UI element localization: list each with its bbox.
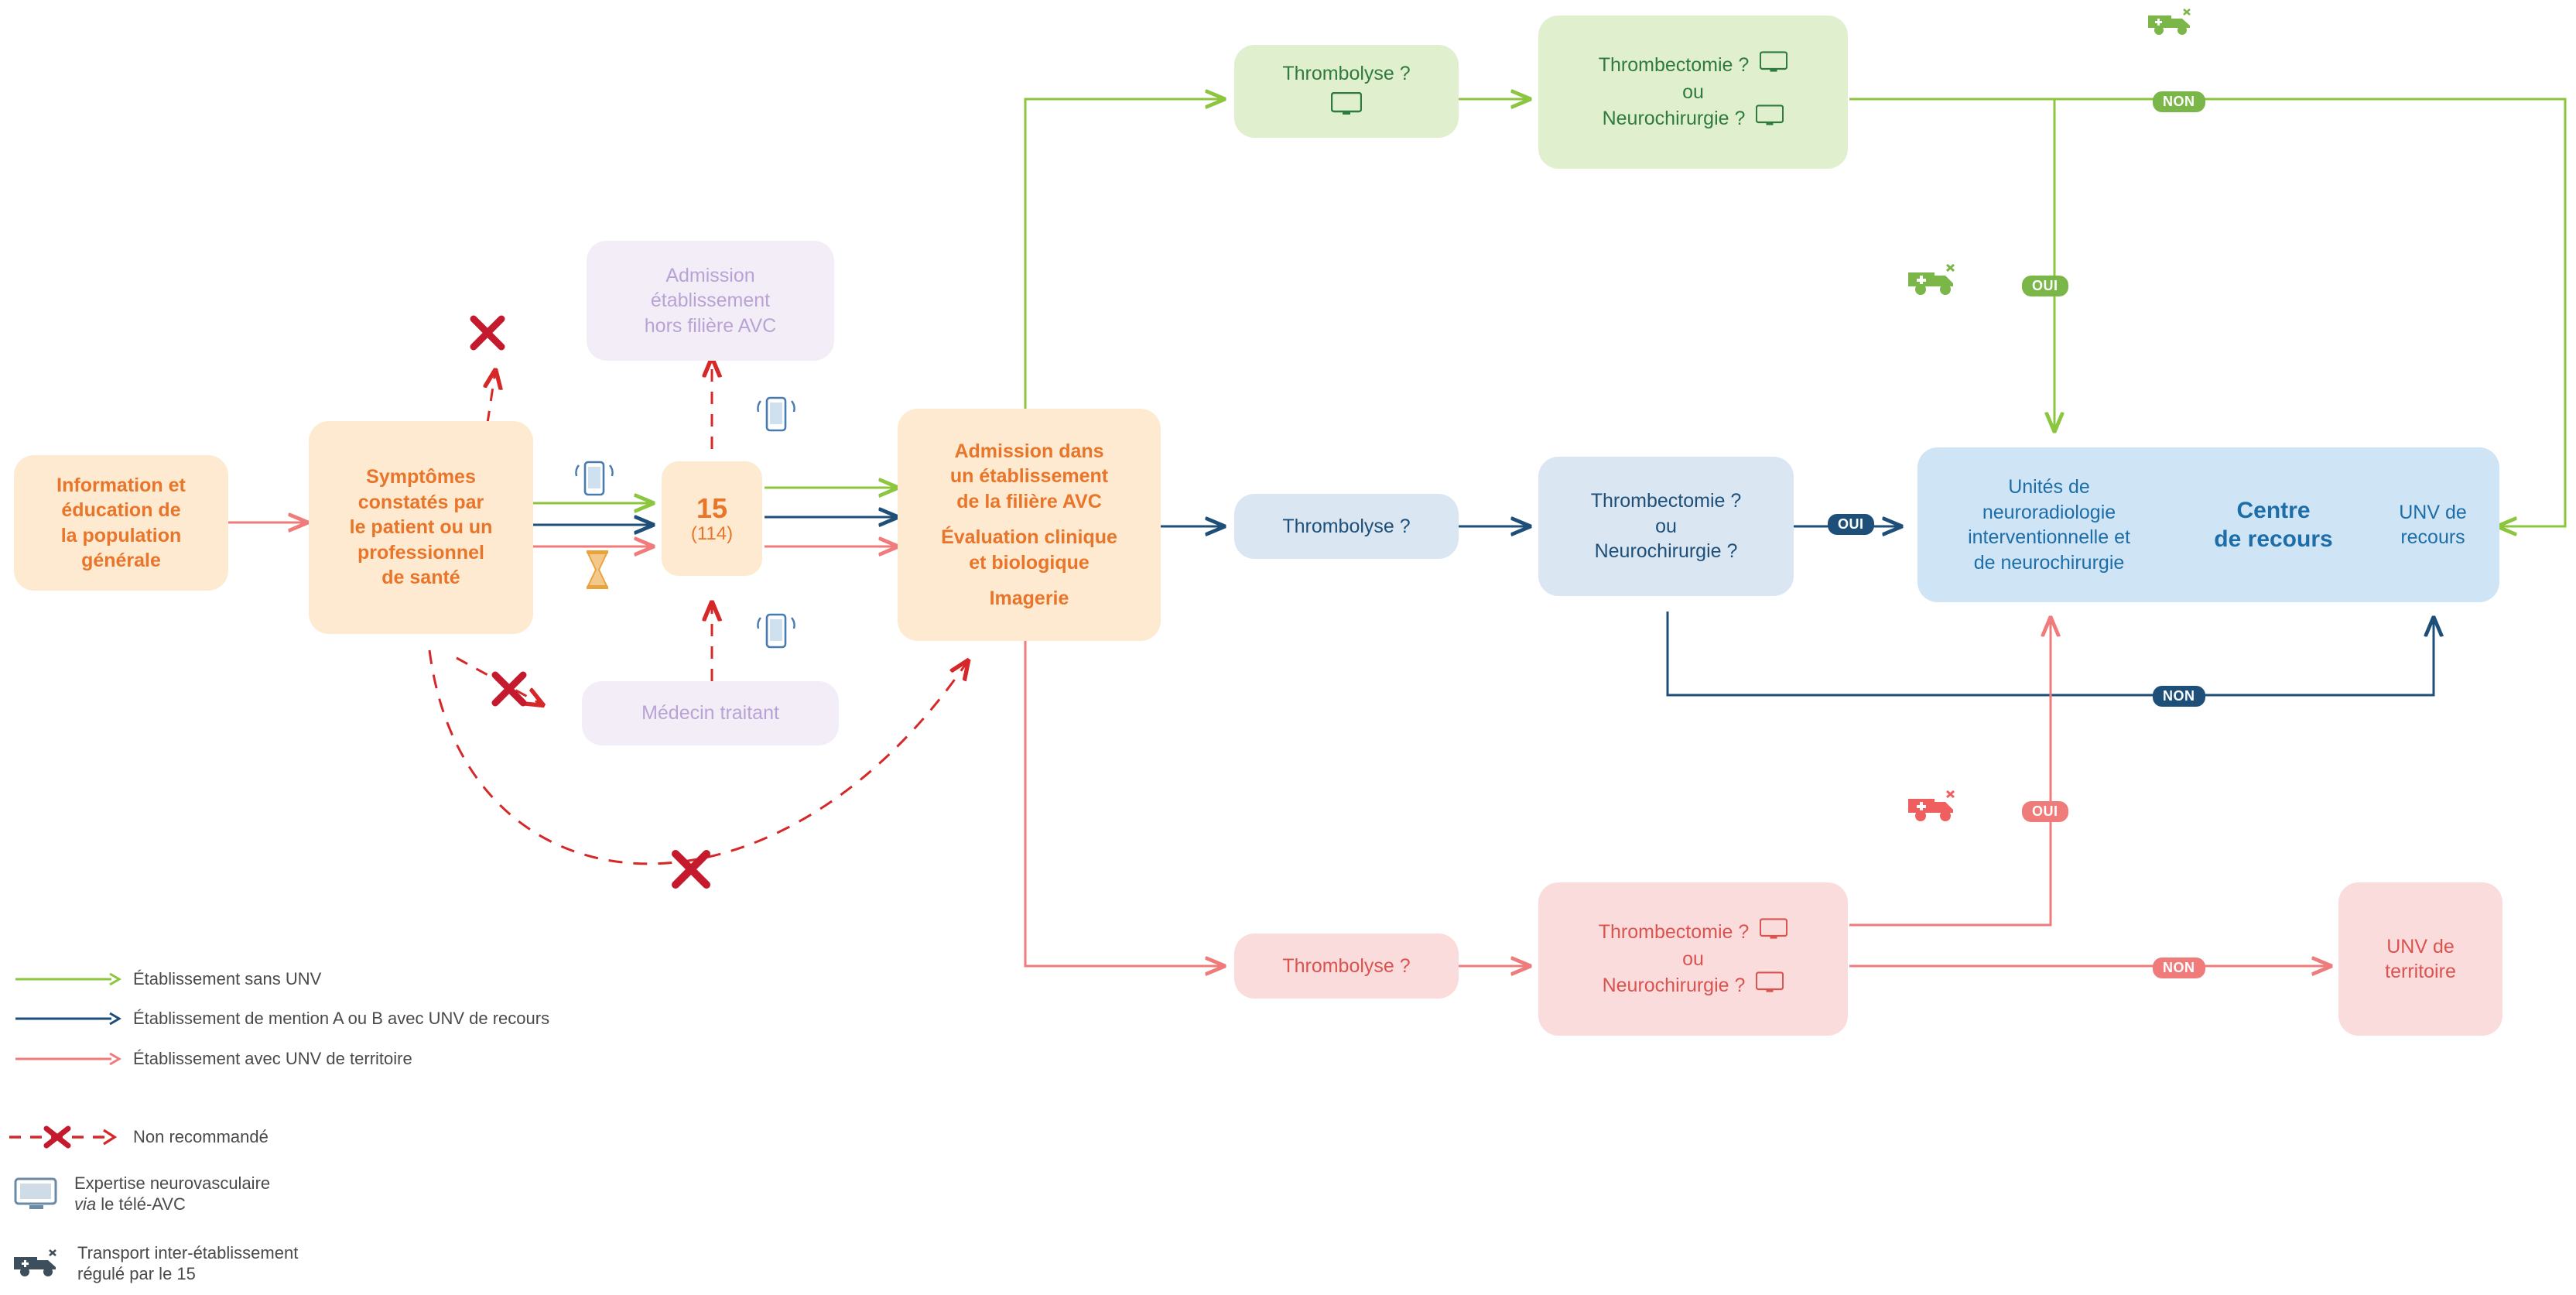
node-unites-neuroradiologie — [1917, 447, 2181, 602]
node-line: recours — [2400, 526, 2465, 548]
monitor-icon — [1756, 971, 1784, 1000]
node-thrombolyse-blue — [1234, 494, 1459, 559]
node-line: de la filière AVC — [956, 490, 1102, 512]
node-line: Neurochirurgie ? — [1602, 108, 1746, 130]
monitor-icon — [1756, 104, 1784, 133]
node-line: territoire — [2385, 961, 2456, 982]
monitor-icon — [1760, 918, 1787, 947]
legend-label: Établissement de mention A ou B avec UNV de recours — [133, 1009, 550, 1028]
node-line: neuroradiologie — [1982, 501, 2116, 523]
node-line: Médecin traitant — [641, 702, 779, 725]
legend-label: Expertise neurovasculaire — [74, 1173, 271, 1193]
legend-row-sans-unv — [14, 969, 321, 990]
node-line: de neurochirurgie — [1973, 551, 2125, 574]
node-information-education — [14, 455, 228, 591]
ambulance-icon — [11, 1246, 65, 1282]
monitor-icon-svg — [1760, 51, 1787, 73]
node-centre-recours-band — [2181, 447, 2366, 602]
monitor-icon — [14, 1176, 62, 1213]
node-thrombolyse-green — [1234, 45, 1459, 138]
node-line: Thrombolyse ? — [1282, 954, 1411, 977]
legend-row-mention-ab — [14, 1009, 549, 1029]
ambulance-icon-svg — [1905, 262, 1964, 299]
node-line: Information et — [56, 474, 186, 496]
node-line: de santé — [381, 567, 460, 589]
centre15-number: 15 — [696, 492, 728, 524]
ambulance-icon-green-mid — [1905, 262, 1964, 303]
node-line: Neurochirurgie ? — [1594, 540, 1738, 563]
node-admission-filiere — [898, 409, 1161, 641]
node-line: la population — [60, 524, 182, 546]
phone-ringing-icon-lower — [754, 604, 798, 659]
node-line: Admission dans — [954, 440, 1104, 462]
node-line: ou — [1682, 947, 1704, 970]
phone-icon-svg — [754, 387, 798, 438]
monitor-icon — [1760, 51, 1787, 80]
node-line: un établissement — [949, 465, 1109, 487]
legend-label: Non recommandé — [133, 1126, 269, 1146]
legend-label: Établissement sans UNV — [133, 969, 322, 988]
legend-label: Établissement avec UNV de territoire — [133, 1049, 412, 1068]
legend-arrow-pink — [14, 1051, 122, 1067]
cross-icon-2 — [486, 666, 532, 716]
cross-icon-svg — [464, 310, 511, 356]
node-line: Thrombectomie ? — [1590, 490, 1742, 512]
pill-non-pink: NON — [2153, 958, 2205, 978]
node-medecin-traitant — [582, 681, 839, 745]
phone-ringing-icon-left — [573, 451, 616, 506]
node-line: établissement — [650, 289, 771, 312]
node-admission-hors-filiere — [587, 241, 834, 361]
monitor-icon-svg — [1756, 104, 1784, 126]
node-line: éducation de — [61, 499, 181, 521]
node-thrombolyse-pink — [1234, 934, 1459, 999]
cross-icon-3 — [665, 844, 717, 899]
node-line: Thrombolyse ? — [1282, 62, 1411, 84]
cross-icon-svg — [486, 666, 532, 712]
node-line: de recours — [2214, 526, 2333, 552]
pill-oui-pink: OUI — [2022, 801, 2068, 822]
node-line: interventionnelle et — [1968, 526, 2130, 548]
node-unv-recours — [2366, 447, 2499, 602]
monitor-icon-svg — [1756, 971, 1784, 993]
legend-label: Transport inter-établissement — [77, 1243, 299, 1262]
node-line: hors filière AVC — [644, 314, 777, 337]
node-line: Symptômes — [366, 466, 476, 488]
legend-row-unv-territoire — [14, 1049, 412, 1070]
legend-row-non-recommande — [6, 1124, 269, 1150]
node-thrombectomie-pink — [1538, 882, 1848, 1036]
ambulance-icon-svg — [1905, 788, 1964, 825]
phone-icon-svg — [573, 451, 616, 502]
pill-non-green: NON — [2153, 91, 2205, 112]
hourglass-icon — [579, 546, 616, 598]
legend-label: régulé par le 15 — [77, 1263, 196, 1283]
node-line: UNV de — [2399, 501, 2467, 523]
node-line: et biologique — [969, 551, 1090, 574]
phone-icon-svg — [754, 604, 798, 655]
node-line: constatés par — [357, 491, 484, 513]
node-line: professionnel — [357, 541, 484, 564]
node-line: UNV de — [2386, 935, 2455, 958]
pill-oui-green: OUI — [2022, 276, 2068, 296]
monitor-icon-svg — [1760, 918, 1787, 940]
legend-dashed-cross — [6, 1124, 122, 1150]
node-line: Imagerie — [989, 588, 1069, 609]
cross-icon-svg — [665, 844, 717, 895]
hourglass-icon-svg — [579, 546, 616, 594]
node-line: le patient ou un — [349, 516, 493, 539]
node-line: ou — [1655, 515, 1677, 537]
ambulance-icon-svg — [2145, 5, 2199, 40]
legend-row-transport — [11, 1243, 298, 1285]
centre15-sub: (114) — [690, 522, 734, 544]
node-line: Évaluation clinique — [941, 526, 1117, 548]
legend-row-tele-avc: Expertise neurovasculaire via le télé-AVC — [14, 1173, 270, 1215]
node-line: Neurochirurgie ? — [1602, 975, 1746, 997]
monitor-icon — [1331, 92, 1362, 122]
node-thrombectomie-blue — [1538, 457, 1794, 596]
monitor-icon-svg — [1331, 92, 1362, 115]
node-line: générale — [81, 550, 161, 571]
phone-ringing-icon-upper — [754, 387, 798, 442]
node-line: Thrombolyse ? — [1282, 515, 1411, 537]
node-line: Centre — [2236, 497, 2311, 523]
pill-oui-blue: OUI — [1828, 514, 1874, 535]
legend-arrow-blue — [14, 1011, 122, 1026]
node-line: Thrombectomie ? — [1598, 921, 1750, 944]
cross-icon-1 — [464, 310, 511, 360]
ambulance-icon-green-top — [2145, 5, 2199, 44]
node-line: Unités de — [2008, 476, 2090, 498]
legend-arrow-green — [14, 971, 122, 987]
legend-label-italic: via — [74, 1194, 97, 1214]
node-symptomes — [309, 421, 533, 634]
ambulance-icon-pink — [1905, 788, 1964, 829]
node-unv-territoire — [2338, 882, 2502, 1036]
node-line: ou — [1682, 81, 1704, 103]
pill-non-blue: NON — [2153, 686, 2205, 707]
node-centre-15 — [662, 461, 762, 576]
node-line: Admission — [665, 264, 755, 286]
node-thrombectomie-green — [1538, 15, 1848, 169]
node-line: Thrombectomie ? — [1598, 54, 1750, 77]
